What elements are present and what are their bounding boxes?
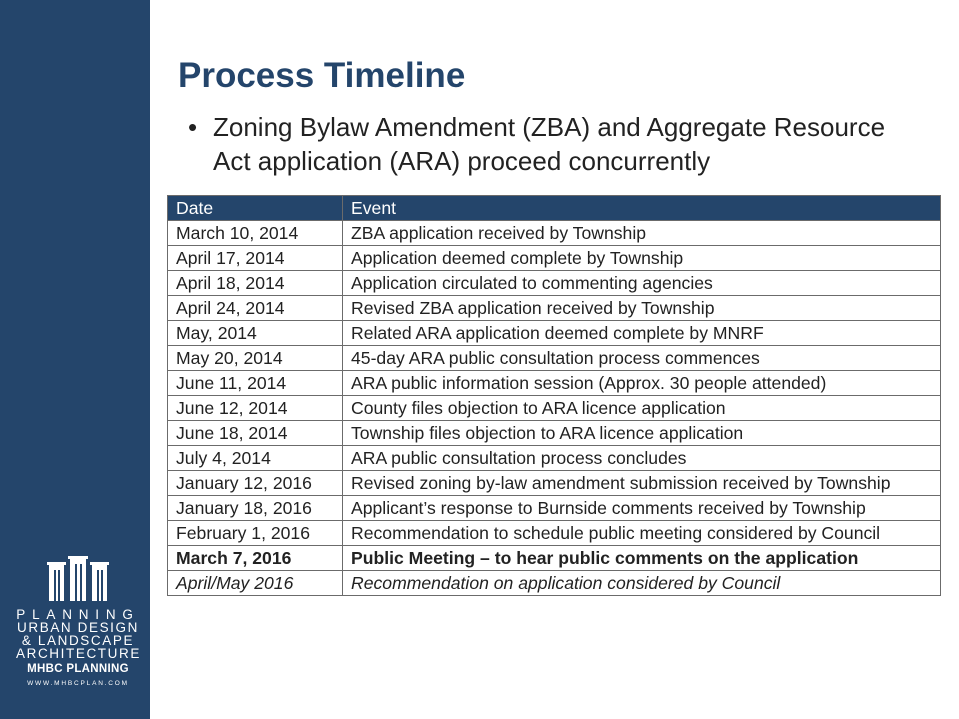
row-event: Township files objection to ARA licence application [343, 421, 941, 446]
logo-text-landscape: & LANDSCAPE [21, 633, 135, 648]
row-event: Recommendation to schedule public meeting considered by Council [343, 521, 941, 546]
row-event: County files objection to ARA licence application [343, 396, 941, 421]
table-row [168, 221, 941, 246]
table-row [168, 396, 941, 421]
row-date: June 12, 2014 [168, 396, 343, 421]
row-date: July 4, 2014 [168, 446, 343, 471]
row-event: Recommendation on application considered by Council [343, 571, 941, 596]
row-date: April 18, 2014 [168, 271, 343, 296]
row-event: ARA public information session (Approx. 30 people attended) [343, 371, 941, 396]
row-date: April 17, 2014 [168, 246, 343, 271]
row-date: January 18, 2016 [168, 496, 343, 521]
table-row [168, 296, 941, 321]
row-event: Application deemed complete by Township [343, 246, 941, 271]
table-row [168, 546, 941, 571]
row-date: March 10, 2014 [168, 221, 343, 246]
row-event: Applicant’s response to Burnside comments received by Township [343, 496, 941, 521]
row-date: March 7, 2016 [168, 546, 343, 571]
slide-title: Process Timeline [178, 56, 466, 95]
bullet-symbol: • [188, 112, 198, 142]
bullet-text: Zoning Bylaw Amendment (ZBA) and Aggregate Resource Act application (ARA) proceed concurrently [213, 112, 886, 176]
row-event: Revised ZBA application received by Township [343, 296, 941, 321]
row-date: January 12, 2016 [168, 471, 343, 496]
table-row [168, 471, 941, 496]
row-date: June 18, 2014 [168, 421, 343, 446]
header-date: Date [168, 196, 343, 221]
table-row [168, 496, 941, 521]
table-header-row [168, 196, 941, 221]
table-row [168, 521, 941, 546]
logo-brand: MHBC PLANNING [27, 663, 129, 675]
row-event: Related ARA application deemed complete by MNRF [343, 321, 941, 346]
row-event: ARA public consultation process concludes [343, 446, 941, 471]
row-date: April 24, 2014 [168, 296, 343, 321]
table-row [168, 321, 941, 346]
logo-text-planning: PLANNING [16, 607, 140, 622]
header-event: Event [343, 196, 941, 221]
table-body [168, 221, 941, 596]
row-date: May, 2014 [168, 321, 343, 346]
row-event: Revised zoning by-law amendment submission received by Township [343, 471, 941, 496]
company-logo [16, 556, 140, 706]
row-date: June 11, 2014 [168, 371, 343, 396]
table-row [168, 371, 941, 396]
table-row [168, 271, 941, 296]
table-row [168, 246, 941, 271]
logo-url: WWW.MHBCPLAN.COM [27, 680, 129, 687]
row-event: Public Meeting – to hear public comments on the application [343, 546, 941, 571]
row-event: ZBA application received by Township [343, 221, 941, 246]
row-date: May 20, 2014 [168, 346, 343, 371]
table-row [168, 346, 941, 371]
row-date: April/May 2016 [168, 571, 343, 596]
table-row [168, 446, 941, 471]
row-date: February 1, 2016 [168, 521, 343, 546]
table-row [168, 421, 941, 446]
row-event: Application circulated to commenting agencies [343, 271, 941, 296]
logo-text-architecture: ARCHITECTURE [16, 646, 141, 661]
bullet-point [188, 110, 888, 178]
timeline-table [167, 195, 941, 596]
logo-text-urban-design: URBAN DESIGN [17, 620, 139, 635]
table-row [168, 571, 941, 596]
building-columns-icon [47, 556, 109, 602]
sidebar-panel [0, 0, 150, 719]
row-event: 45-day ARA public consultation process commences [343, 346, 941, 371]
